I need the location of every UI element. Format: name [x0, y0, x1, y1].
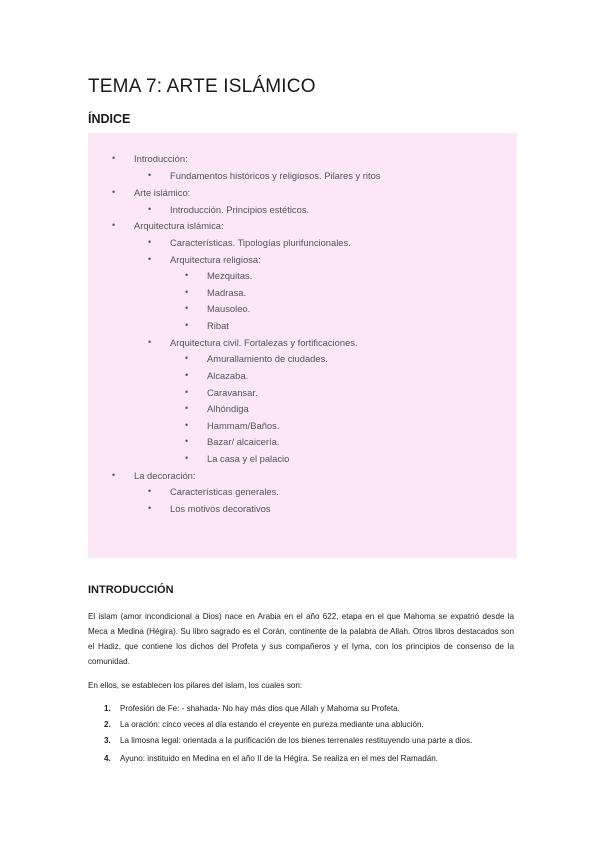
bullet-icon: •: [112, 153, 116, 163]
page-title: TEMA 7: ARTE ISLÁMICO: [88, 76, 316, 97]
table-of-contents: [88, 133, 517, 558]
bullet-icon: •: [185, 387, 189, 397]
toc-item: • La casa y el palacio: [185, 453, 290, 464]
toc-item: • Los motivos decorativos: [148, 503, 271, 514]
toc-item: • La decoración:: [112, 470, 196, 481]
list-item: 3. La limosna legal: orientada a la purificación de los bienes terrenales restituyendo una parte a dios.: [104, 736, 473, 745]
toc-item: • Mausoleo.: [185, 303, 251, 314]
list-item: 1. Profesión de Fe: - shahada- No hay más dios que Allah y Mahoma su Profeta.: [104, 704, 400, 713]
bullet-icon: •: [112, 220, 116, 230]
bullet-icon: •: [185, 420, 189, 430]
toc-item: • Arquitectura religiosa:: [148, 254, 261, 265]
toc-item: • Amurallamiento de ciudades.: [185, 353, 328, 364]
bullet-icon: •: [185, 453, 189, 463]
section-heading: INTRODUCCIÓN: [88, 584, 174, 596]
bullet-icon: •: [148, 254, 152, 264]
toc-item: • Ribat: [185, 320, 229, 331]
pillars-list: [88, 701, 514, 766]
bullet-icon: •: [185, 353, 189, 363]
bullet-icon: •: [185, 303, 189, 313]
bullet-icon: •: [148, 204, 152, 214]
bullet-icon: •: [112, 187, 116, 197]
toc-item: • Mezquitas.: [185, 270, 253, 281]
bullet-icon: •: [185, 436, 189, 446]
toc-item: • Fundamentos históricos y religiosos. Pilares y ritos: [148, 170, 381, 181]
toc-item: • Bazar/ alcaicería.: [185, 436, 280, 447]
toc-item: • Arquitectura civil. Fortalezas y fortificaciones.: [148, 337, 358, 348]
toc-item: • Hammam/Baños.: [185, 420, 280, 431]
index-heading: ÍNDICE: [88, 112, 131, 126]
toc-item: • Introducción:: [112, 153, 188, 164]
bullet-icon: •: [112, 470, 116, 480]
bullet-icon: •: [185, 370, 189, 380]
bullet-icon: •: [148, 237, 152, 247]
toc-item: • Arquitectura islámica:: [112, 220, 224, 231]
bullet-icon: •: [148, 503, 152, 513]
bullet-icon: •: [148, 337, 152, 347]
bullet-icon: •: [185, 287, 189, 297]
toc-item: • Características generales.: [148, 486, 279, 497]
pillars-intro: En ellos, se establecen los pilares del islam, los cuales son:: [88, 681, 303, 690]
toc-item: • Alcazaba.: [185, 370, 249, 381]
toc-item: • Alhóndiga: [185, 403, 249, 414]
toc-item: • Introducción. Principios estéticos.: [148, 204, 310, 215]
toc-item: • Características. Tipologías plurifuncionales.: [148, 237, 351, 248]
bullet-icon: •: [148, 170, 152, 180]
list-item: 2. La oración: cinco veces al día estando el creyente en pureza mediante una ablución.: [104, 720, 424, 729]
toc-item: • Caravansar.: [185, 387, 258, 398]
toc-item: • Arte islámico:: [112, 187, 191, 198]
list-item: 4. Ayuno: instituido en Medina en el año II de la Hégira. Se realiza en el mes del Ramadán.: [104, 754, 438, 763]
bullet-icon: •: [185, 403, 189, 413]
bullet-icon: •: [185, 270, 189, 280]
bullet-icon: •: [185, 320, 189, 330]
bullet-icon: •: [148, 486, 152, 496]
toc-item: • Madrasa.: [185, 287, 247, 298]
intro-paragraph: El islam (amor incondicional a Dios) nace en Arabia en el año 622, etapa en el que Mahoma se expatrió desde la Meca a Medina (Hégira). Su libro sagrado es el Corán, continente de la palabra de Allah. Otros libros destacados son el Hadiz, que contiene los dichos del Profeta y sus compañeros y el Iyma, con los principios de consenso de la comunidad.: [88, 612, 514, 666]
